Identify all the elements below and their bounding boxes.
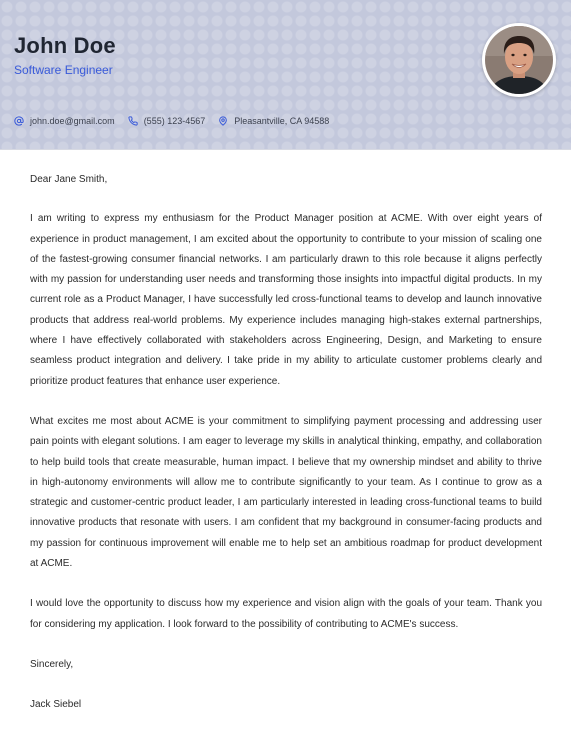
at-sign-icon xyxy=(14,116,24,126)
profile-photo-frame xyxy=(482,23,556,97)
closing: Sincerely, xyxy=(30,658,74,670)
map-pin-icon xyxy=(218,116,228,126)
phone-text: (555) 123-4567 xyxy=(143,116,206,126)
contact-bar xyxy=(14,114,342,128)
avatar xyxy=(485,26,553,94)
job-title: Software Engineer xyxy=(14,63,113,77)
contact-email[interactable] xyxy=(14,116,115,126)
avatar-portrait xyxy=(485,26,553,94)
phone-icon xyxy=(128,116,138,126)
signature: Jack Siebel xyxy=(30,699,82,711)
email-text: john.doe@gmail.com xyxy=(30,116,115,126)
paragraph: I would love the opportunity to discuss how my experience and vision align with the goals of your team. Thank you for considering my application. I look forward to the possibility of contributing to ACME's success. xyxy=(30,598,542,630)
salutation: Dear Jane Smith, xyxy=(30,174,108,185)
paragraph: I am writing to express my enthusiasm for the Product Manager position at ACME. With over eight years of experience in product management, I am excited about the opportunity to contribute to your mission of scaling one of the fastest-growing consumer financial networks. I am particularly drawn to this role because it aligns perfectly with my passion for understanding user needs and transforming those insights into impactful digital products. In my current role as a Product Manager, I have successfully led cross-functional teams to develop and launch innovative products that address real-world problems. My experience includes managing high-stakes external partnerships, where I have effectively collaborated with stakeholders across Engineering, Design, and Marketing to ensure seamless product integration and delivery. I take pride in my ability to articulate customer problems clearly and prioritize product features that enhance user experience. xyxy=(30,213,542,387)
location-text: Pleasantville, CA 94588 xyxy=(234,116,330,126)
letter-body xyxy=(30,170,542,736)
applicant-name: John Doe xyxy=(14,33,116,58)
paragraph: What excites me most about ACME is your commitment to simplifying payment processing and addressing user pain points with elegant solutions. I am eager to leverage my skills in analytical thinking, empathy, and collaboration to help build tools that create measurable, human impact. I believe that my ownership mindset and ability to thrive in high-autonomy environments will allow me to contribute significantly to your team. As I continue to grow as a strategic and customer-centric product leader, I am particularly interested in leading cross-functional teams to build innovative products that resonate with users. I am confident that my background in consumer-facing products and my passion for continuous improvement will enable me to help set an ambitious roadmap for product development at ACME. xyxy=(30,415,542,570)
contact-location xyxy=(218,116,329,126)
cover-letter-header xyxy=(0,0,571,150)
contact-phone[interactable] xyxy=(128,116,206,126)
